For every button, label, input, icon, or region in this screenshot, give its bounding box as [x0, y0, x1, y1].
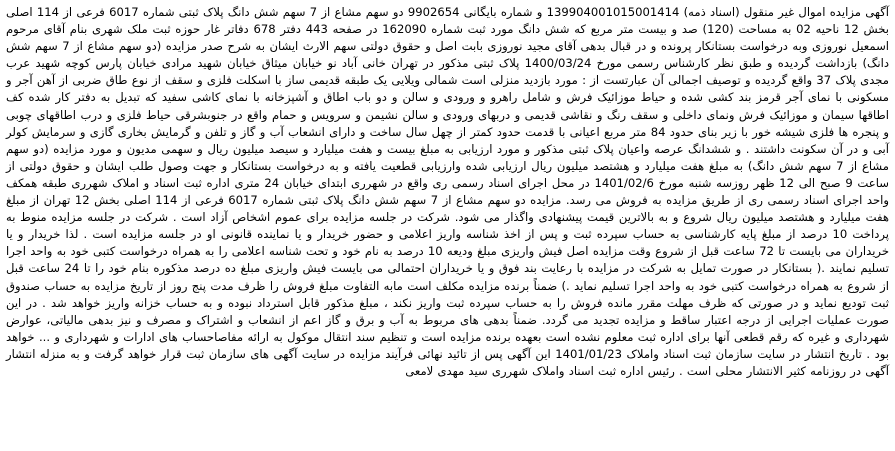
auction-notice-text: آگهی مزایده اموال غیر منقول (اسناد ذمه) 139904001015001414 و شماره بایگانی 9902654 دو سهم مشاع از 7 سهم شش دانگ پلاک ثبتی شماره 6017 فرعی از 114 اصلی بخش 12 ناحیه 02 به مساحت (120) صد و بیست متر مربع که شش دانگ مورد ثبت شماره 162090 در صفحه 443 دفتر 678 دفاتر غار حوزه ثبت ملک شهری بنام آقای مرحوم اسمعیل نوروزی وبه درخواست بستانکار پرونده و در قبال بدهی آقای مجید نوروزی بابت اصل و حقوق دولتی سهم الارث ایشان به شرح صدر مزایده (دو سهم مشاع از 7 سهم شش دانگ) بازداشت گردیده و طبق نظر کارشناس رسمی مورخ 1400/03/24 پلاک ثبتی مذکور در تهران خانی آباد نو خیابان میثاق خیابان شهید مرادی خیابان پارس کوچه شهید عرب مجدی پلاک 37 واقع گردیده و توصیف اجمالی آن عبارتست از : مورد بازدید منزلی است شمالی ویلایی یک طبقه قدیمی ساز با اسکلت فلزی و سقف از نوع طاق ضربی از آهن آجر و مسکونی با نمای آجر قرمز بند کشی شده و حیاط موزائیک فرش و شامل راهرو و ورودی و سالن و دو باب اطاق و آشپزخانه با نمای کاشی سفید که تبدیل به دفتر کار شده کف اطاقها سیمان و موزائیک فرش ونمای داخلی و سقف رنگ و نقاشی قدیمی و دربهای ورودی و سالن نشیمن و سرویس و حمام واقع در جنوبشرقی حیاط فلزی و درب اطاقهای چوبی و پنجره ها فلزی شیشه خور با زیر بنای حدود 84 متر مربع اعیانی با قدمت حدود کمتر از چهل سال ساخت و دارای انشعاب آب و گاز و تلفن و گرمایش بخاری گازی و سرمایش کولر آبی و در آن سکونت داشتند . و ششدانگ عرصه واعیان پلاک ثبتی مذکور و مورد ارزیابی به مبلغ بیست و هفت میلیارد و سیصد میلیون ریال و سهمی مدیون و مورد مزایده (دو سهم مشاع از 7 سهم شش دانگ) به مبلغ هفت میلیارد و هشتصد میلیون ریال ارزیابی شده وارزیابی قطعیت یافته و به درخواست بستانکار و جهت وصول طلب ایشان و حقوق دولتی از ساعت 9 صبح الی 12 ظهر روزسه شنبه مورخ 1401/02/6 در محل اجرای اسناد رسمی ری واقع در شهرری ابتدای خیابان 24 متری اداره ثبت اسناد و املاک شهرری طبقه همکف واحد اجرای اسناد رسمی ری از طریق مزایده به فروش می رسد. مزایده دو سهم مشاع از 7 سهم شش دانگ پلاک ثبتی شماره 6017 فرعی از 114 اصلی بخش 12 تهران از مبلغ هفت میلیارد و هشتصد میلیون ریال شروع و به بالاترین قیمت پیشنهادی واگذار می شود. شرکت در جلسه مزایده برای عموم اشخاص آزاد است . شرکت در جلسه مزایده منوط به پرداخت 10 درصد از مبلغ پایه کارشناسی به حساب سپرده ثبت و پس از اخذ شناسه واریز اعلامی و حضور خریدار و یا نماینده قانونی او در جلسه مزایده است . لذا خریدار و یا خریداران می بایست تا 72 ساعت قبل از شروع وقت مزایده اصل فیش واریزی مبلغ ودیعه 10 درصد به نام خود و تحت شناسه اعلامی را به همراه درخواست کتبی خود به واحد اجرا تسلیم نمایند .( بستانکار در صورت تمایل به شرکت در مزایده با رعایت بند فوق و یا خریداران احتمالی می بایست فیش واریزی مبلغ ده درصد مذکوره بنام خود را تا 24 ساعت قبل از شروع به همراه درخواست کتبی خود به واحد اجرا تسلیم نماید .) ضمناً برنده مزایده مکلف است مابه التفاوت مبلغ فروش را ظرف مدت پنج روز از تاریخ مزایده به حساب صندوق ثبت تودیع نماید و در صورتی که ظرف مهلت مقرر مانده فروش را به حساب سپرده ثبت واریز نکند ، مبلغ مذکور قابل استرداد نبوده و به حساب خزانه واریز خواهد شد . در این صورت عملیات اجرایی از درجه اعتبار ساقط و مزایده تجدید می گردد. ضمناً بدهی های مربوط به آب و برق و گاز اعم از انشعاب و اشتراک و مصرف و نیز بدهی مالیاتی، عوارض شهرداری و غیره که رقم قطعی آنها برای اداره ثبت معلوم نشده است بعهده برنده مزایده است و تنظیم سند انتقال موکول به ارائه مفاصاحساب های ادارات و شهرداری و ... خواهد بود . تاریخ انتشار در سایت سازمان ثبت اسناد واملاک 1401/01/23 این آگهی پس از تائید نهائی فرآیند مزایده در سایت آگهی های سازمان ثبت قرار خواهد گرفت و به منزله انتشار آگهی در روزنامه کثیر الانتشار محلی است . رئیس اداره ثبت اسناد واملاک شهرری سید مهدی لامعی	[6, 5, 890, 378]
